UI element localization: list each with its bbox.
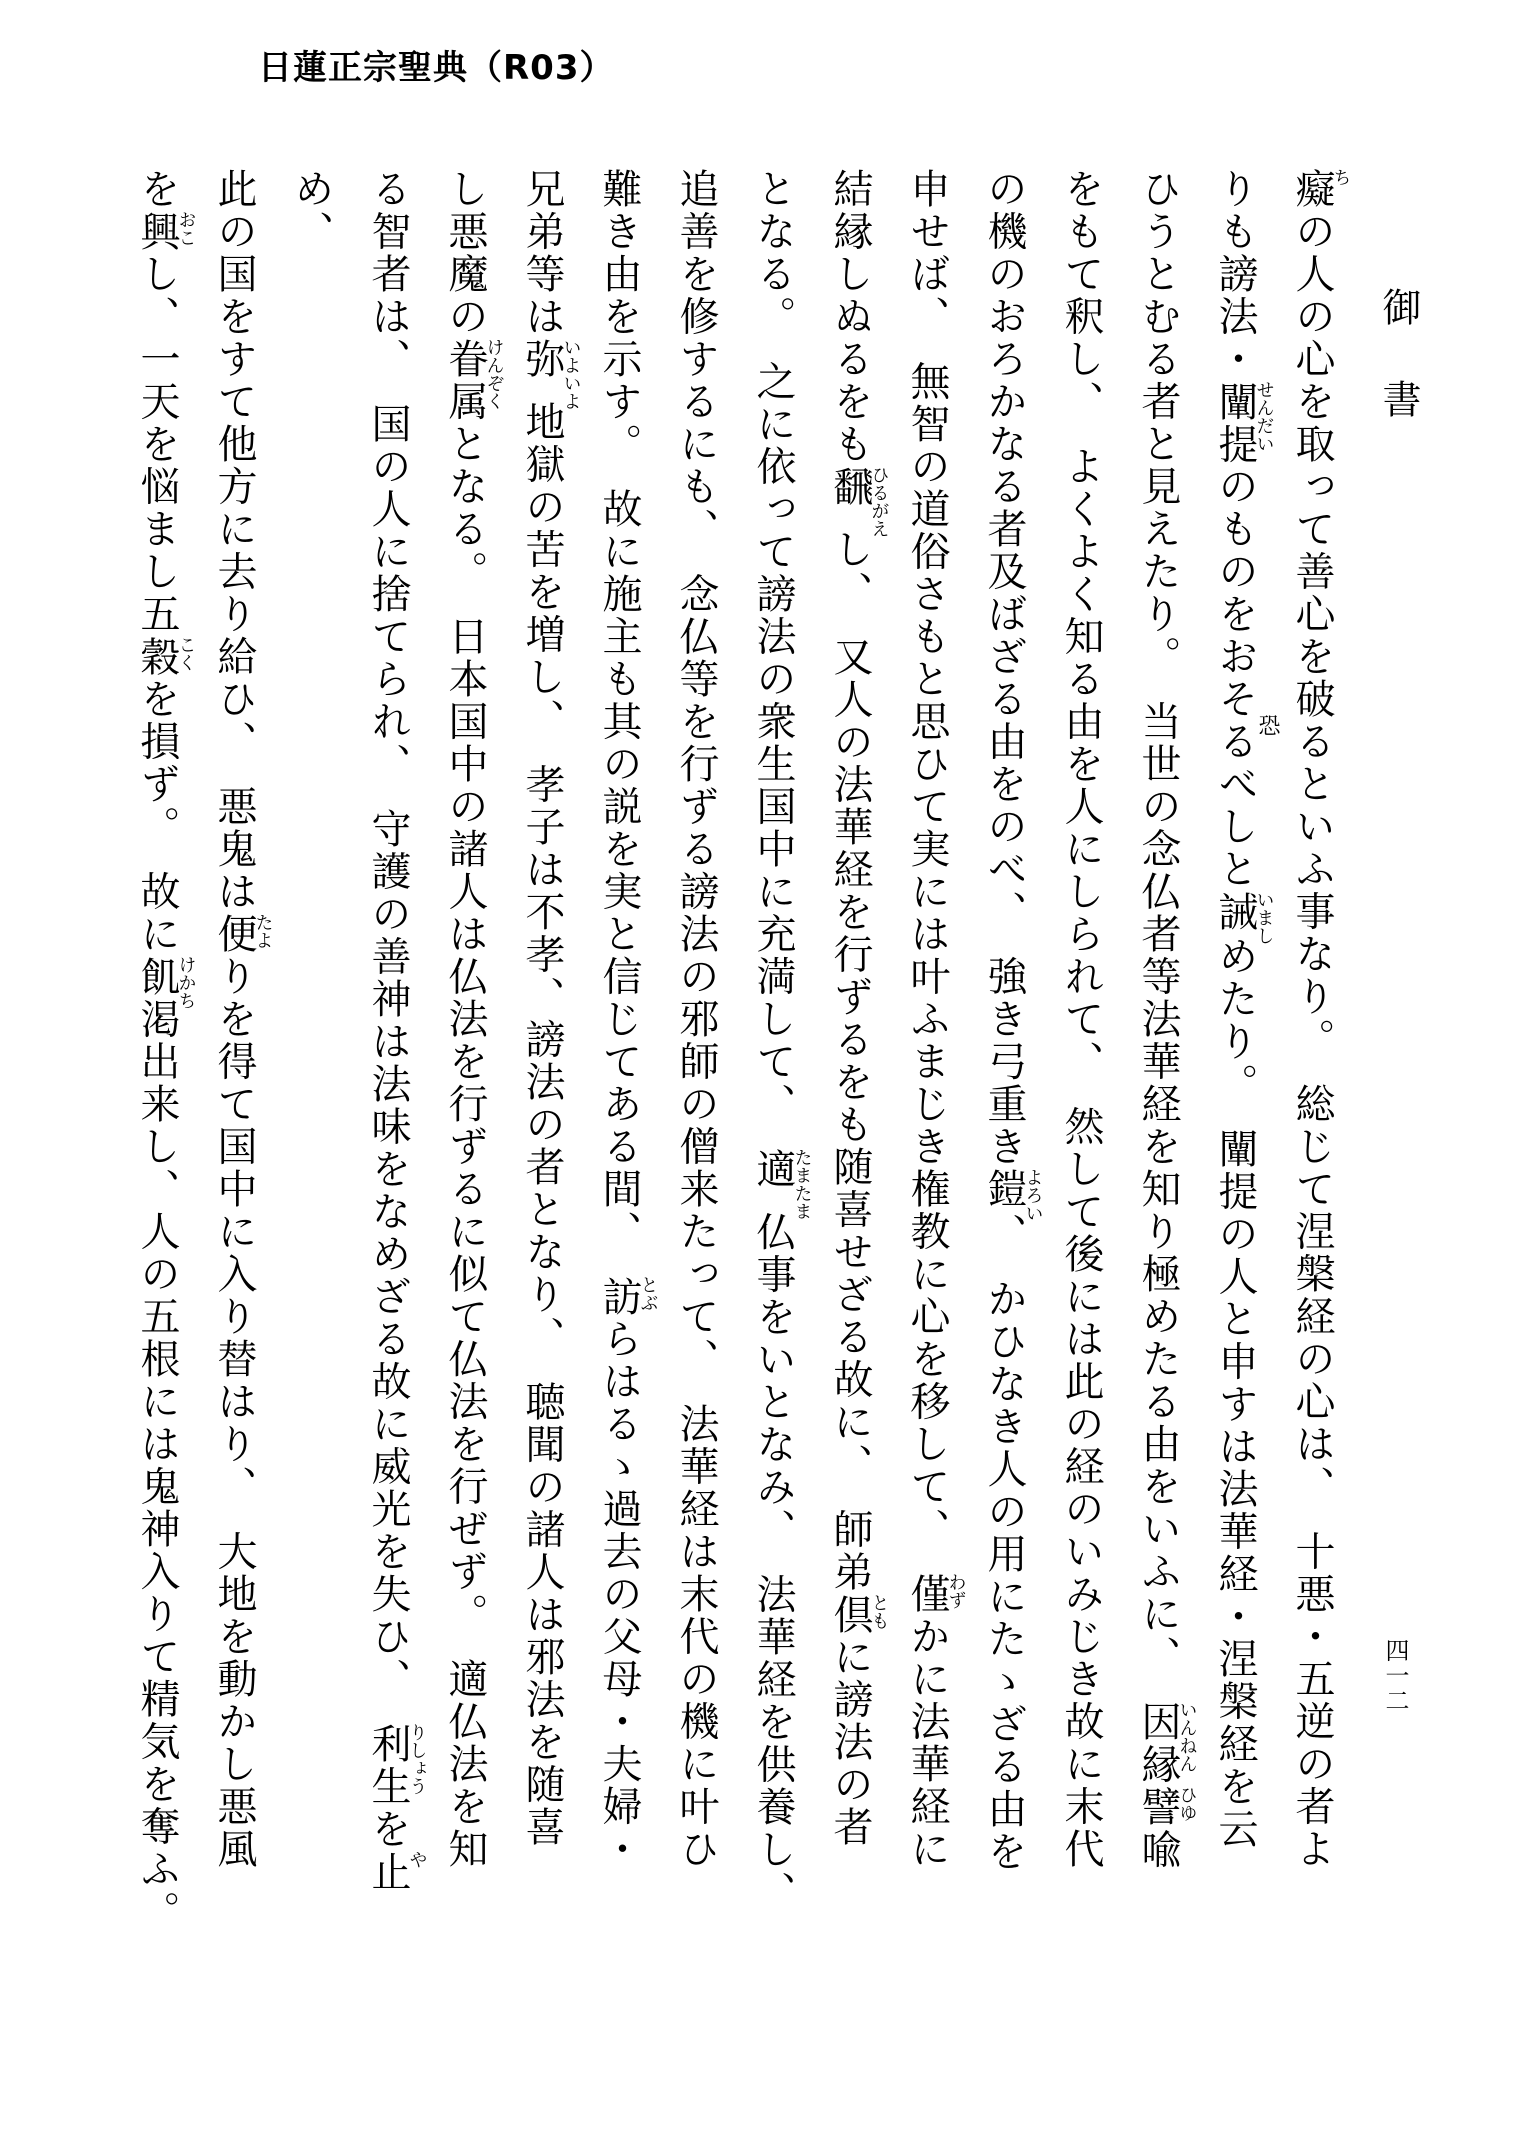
text-column: の機のおろかなる者及ばざる由をのべ、 強き弓重き鎧よろい、 かひなき人の用にたゝざる由を [981,168,1044,1873]
text-column: となる。 之に依って謗法の衆生国中に充満して、 適たまたま仏事をいとなみ、 法華経を供養し、 [750,168,813,1914]
text-column: 此の国をすて他方に去り給ひ、 悪鬼は便たよりを得て国中に入り替はり、 大地を動かし悪風 [211,168,274,1871]
text-column: 兄弟等は弥いよいよ地獄の苦を増し、 孝子は不孝、謗法の者となり、 聴聞の諸人は邪法を随喜 [519,168,582,1849]
interlinear-gloss-kanji: 恐 [1255,714,1280,736]
ruby-annotated-word: 穀こく [134,635,197,678]
ruby-annotated-word: 鎧よろい [981,1168,1044,1222]
ruby-annotated-word: 適たまたま [750,1148,813,1220]
ruby-annotated-word: 譬喩ひゆ [1135,1785,1198,1871]
ruby-annotated-word: 誡いまし [1212,890,1275,945]
text-column: 結縁しぬるをも飜ひるがえし、 又人の法華経を行ずるをも随喜せざる故に、 師弟倶ともに謗法の者 [827,168,890,1849]
text-column: る智者は、 国の人に捨てられ、 守護の善神は法味をなめざる故に威光を失ひ、 利生りしょうを止やめ、 [288,168,428,1893]
text-column: 追善を修するにも、 念仏等を行ずる謗法の邪師の僧来たって、 法華経は末代の機に叶ひ [673,168,719,1871]
text-column: し悪魔の眷属けんぞくとなる。 日本国中の諸人は仏法を行ずるに似て仏法を行ぜず。 適仏法を知 [442,168,505,1871]
page-number: 四一二 [1381,1638,1409,1713]
ruby-annotated-word: 弥いよいよ [519,338,582,410]
book-title-header: 日蓮正宗聖典（R03） [258,48,615,88]
ruby-annotated-word: 飢渇けかち [134,955,197,1041]
ruby-annotated-word: 飜ひるがえ [827,465,890,538]
text-column: 申せば、 無智の道俗さもと思ひて実には叶ふまじき権教に心を移して、 僅わずかに法華経に [904,168,967,1871]
ruby-annotated-word: 止や [365,1850,428,1893]
ruby-annotated-word: 闡提せんだい [1212,380,1275,466]
ruby-annotated-word: 便たよ [211,913,274,956]
ruby-annotated-word: 因縁いんねん [1135,1700,1198,1786]
ruby-annotated-word: 眷属けんぞく [442,338,505,423]
text-column: りも謗法・闡提せんだいのものをおそるべしと誡いましめたり。 闡提の人と申すは法華経・涅槃経を云 [1212,168,1275,1851]
ruby-annotated-word: 利生りしょう [365,1723,428,1808]
text-column: をもて釈し、 よくよく知る由を人にしられて、 然して後には此の経のいみじき故に末代 [1058,168,1104,1871]
running-title-gosho: 御 書 [1376,287,1421,425]
body-text [134,168,1352,1968]
ruby-annotated-word: 訪とぶ [596,1275,659,1318]
ruby-annotated-word: 癡ち [1289,168,1352,211]
text-column: ひうとむる者と見えたり。 当世の念仏者等法華経を知り極めたる由をいふに、 因縁いんねん譬喩ひゆ [1135,168,1198,1871]
ruby-annotated-word: 興おこ [134,210,197,253]
text-column: 難き由を示す。 故に施主も其の説を実と信じてある間、 訪とぶらはるゝ過去の父母・夫婦・ [596,168,659,1871]
ruby-annotated-word: 倶とも [827,1593,890,1636]
text-column: 癡ちの人の心を取って善心を破るといふ事なり。 総じて涅槃経の心は、 十悪・五逆の者よ [1289,168,1352,1871]
text-column: を興おこし、一天を悩まし五穀こくを損ず。 故に飢渇けかち出来し、人の五根には鬼神入りて精気を奪ふ。 [134,168,197,1933]
ruby-annotated-word: 僅わず [904,1573,967,1616]
